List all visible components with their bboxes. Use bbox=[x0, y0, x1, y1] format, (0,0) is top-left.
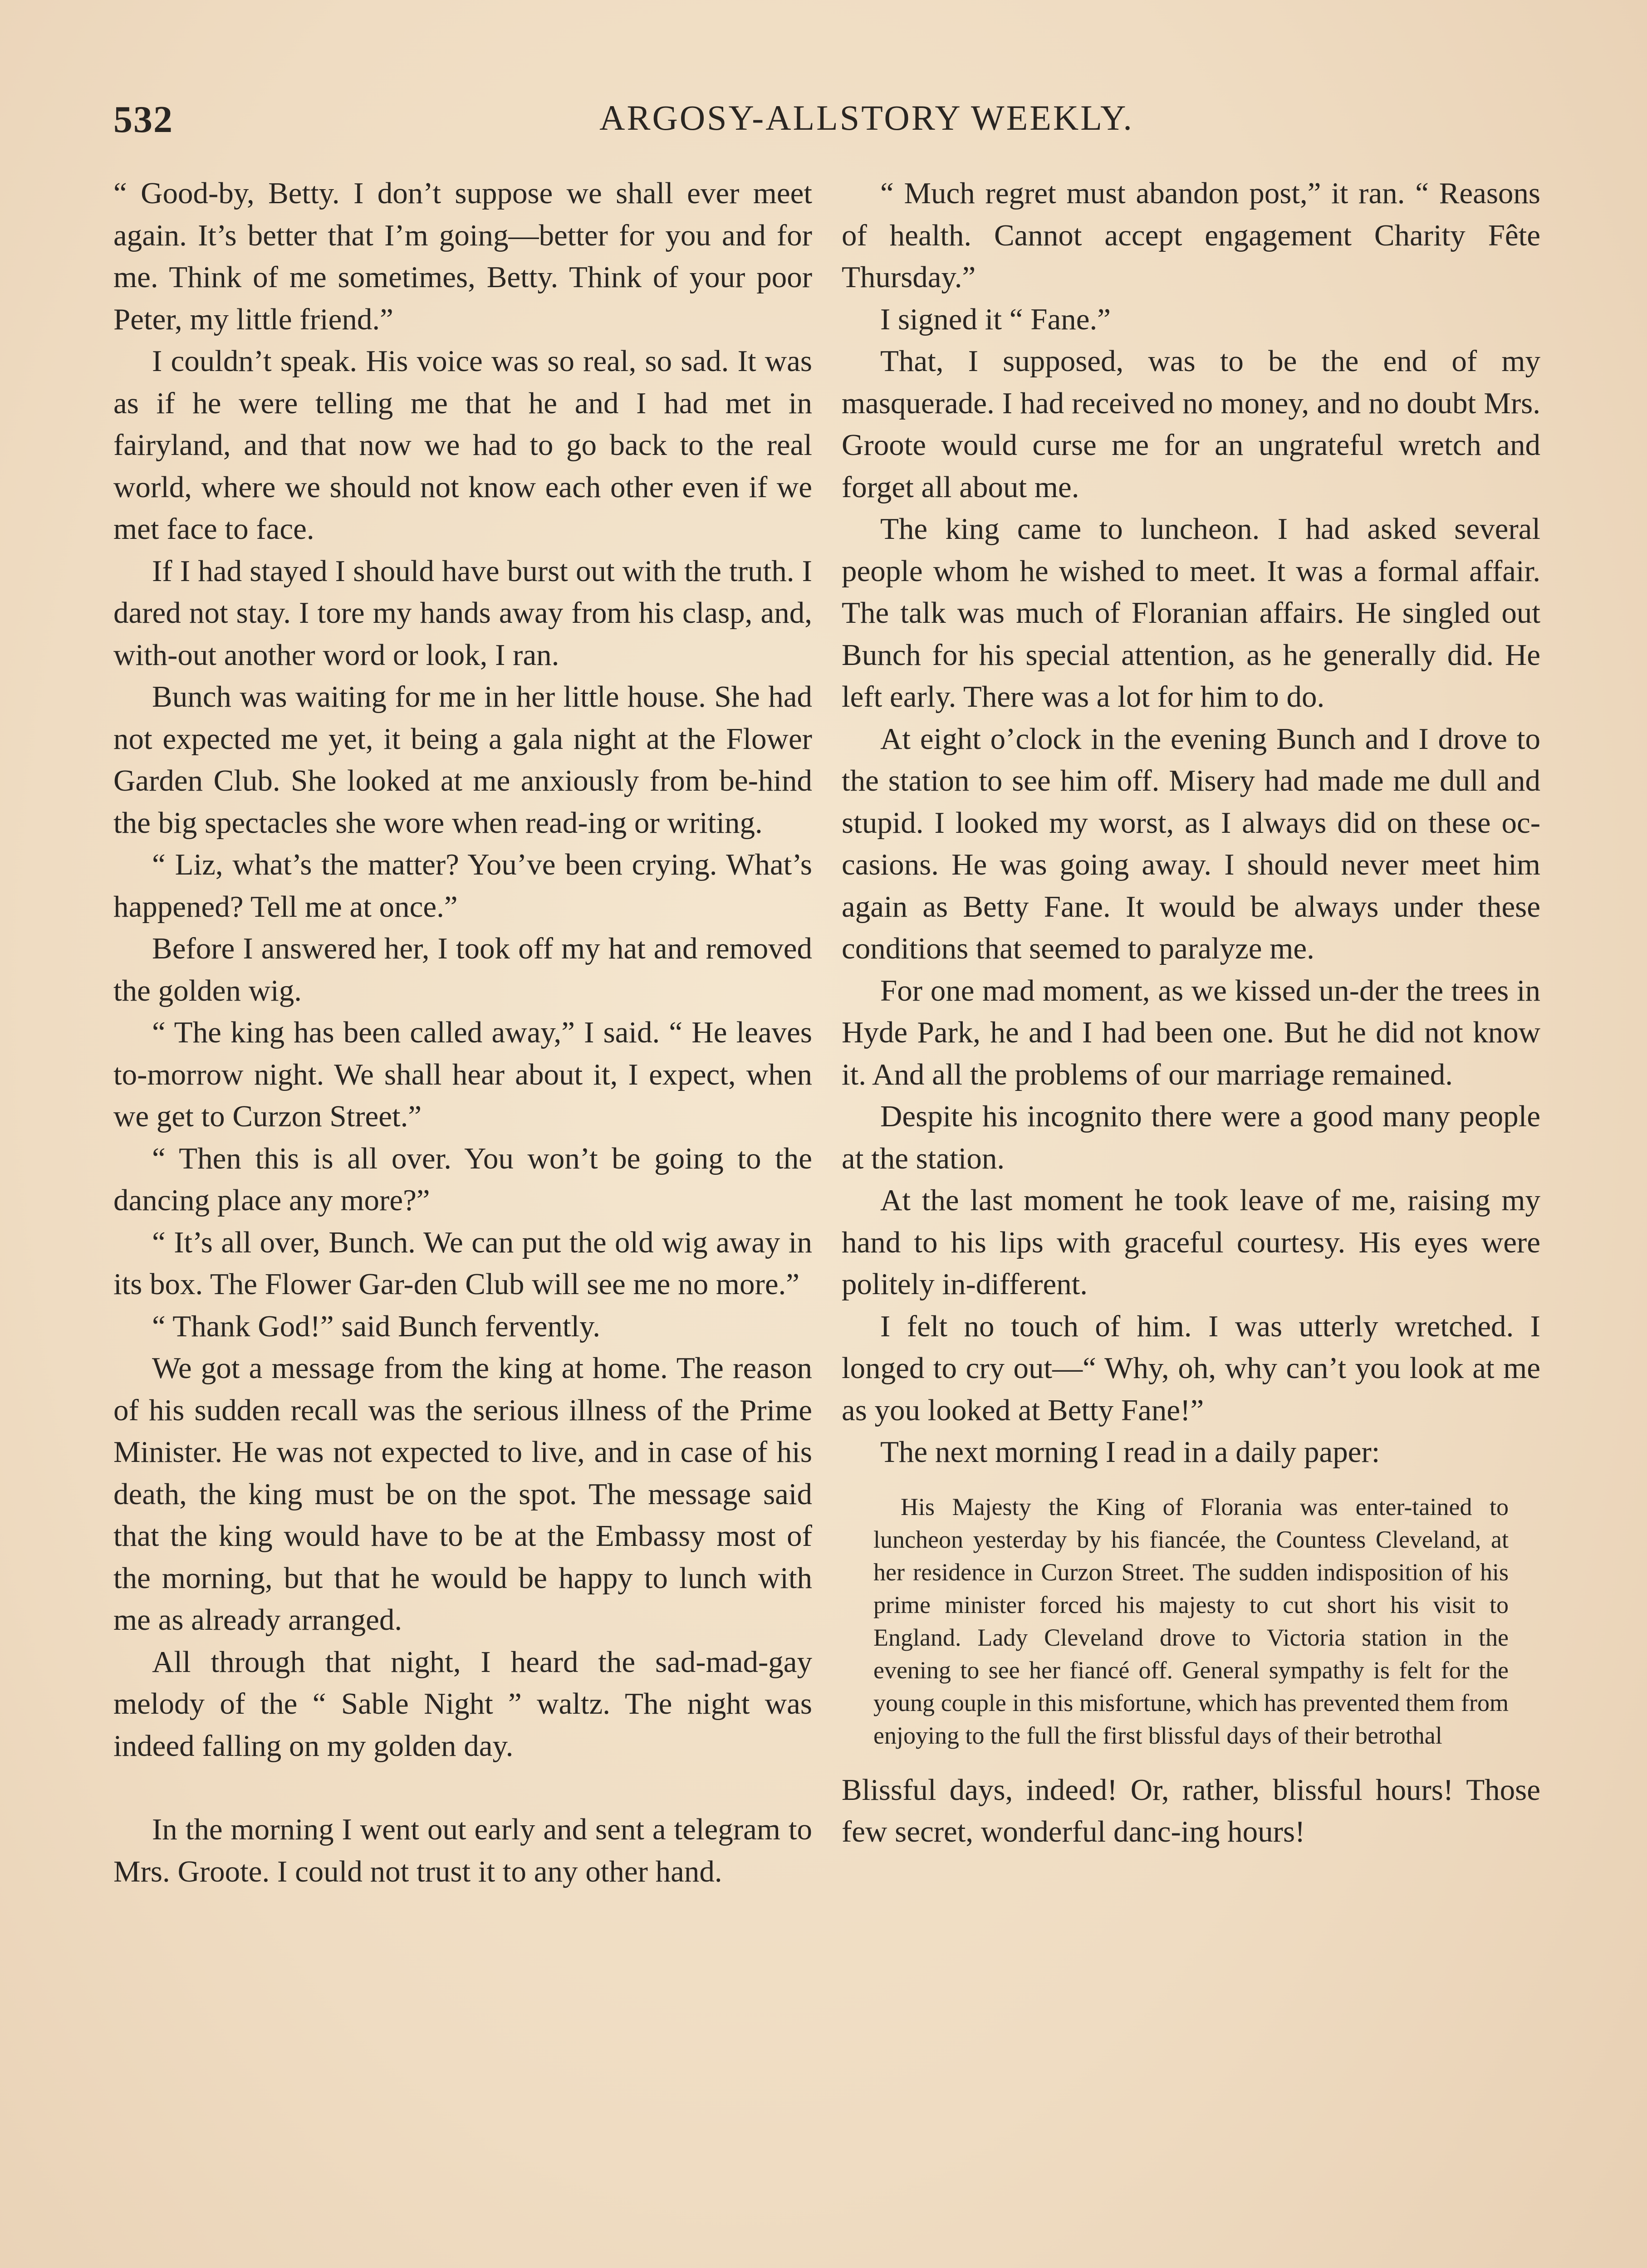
running-title: ARGOSY-ALLSTORY WEEKLY. bbox=[599, 98, 1134, 137]
paragraph: “ Thank God!” said Bunch fervently. bbox=[152, 1309, 600, 1343]
paragraph: I felt no touch of him. I was utterly wretched. I longed to cry out—“ Why, oh, why can’t you look at me as you looked at Betty Fane!” bbox=[842, 1309, 1540, 1427]
paragraph: If I had stayed I should have burst out with the truth. I dared not stay. I tore my hands away from his clasp, and, with-out another word or look, I ran. bbox=[113, 554, 812, 672]
paragraph: For one mad moment, as we kissed un-der the trees in Hyde Park, he and I had been one. But he did not know it. And all the problems of our marriage remained. bbox=[842, 973, 1540, 1091]
paragraph: We got a message from the king at home. The reason of his sudden recall was the serious illness of the Prime Minister. He was not expected to live, and in case of his death, the king must be on the spot. The message said that the king would have to be at the Embassy most of the morning, but that he would be happy to lunch with me as already arranged. bbox=[113, 1351, 812, 1637]
paragraph: The king came to luncheon. I had asked several people whom he wished to meet. It was a formal affair. The talk was much of Floranian affairs. He singled out Bunch for his special attention, as he generally did. He left early. There was a lot for him to do. bbox=[842, 512, 1540, 714]
paragraph: All through that night, I heard the sad-mad-gay melody of the “ Sable Night ” waltz. The night was indeed falling on my golden day. bbox=[113, 1645, 812, 1763]
clipping-text: His Majesty the King of Florania was enter-tained to luncheon yesterday by his fiancée, the Countess Cleveland, at her residence in Curzon Street. The sudden indisposition of his prime minister forced his majesty to cut short his visit to England. Lady Cleveland drove to Victoria station in the evening to see her fiancé off. General sympathy is felt for the young couple in this misfortune, which has prevented them from enjoying to the full the first blissful days of their betrothal bbox=[873, 1493, 1509, 1749]
paragraph: That, I supposed, was to be the end of my masquerade. I had received no money, and no doubt Mrs. Groote would curse me for an ungrateful wretch and forget all about me. bbox=[842, 344, 1540, 504]
paragraph: Blissful days, indeed! Or, rather, blissful hours! Those few secret, wonderful danc-ing hours! bbox=[842, 1773, 1540, 1848]
paragraph: “ Then this is all over. You won’t be going to the dancing place any more?” bbox=[113, 1141, 812, 1217]
paragraph: In the morning I went out early and sent a telegram to Mrs. Groote. I could not trust it to any other hand. bbox=[113, 1813, 812, 1888]
paragraph: “ Much regret must abandon post,” it ran. “ Reasons of health. Cannot accept engagement Charity Fête Thursday.” bbox=[842, 176, 1540, 294]
paragraph: The next morning I read in a daily paper: bbox=[880, 1435, 1380, 1469]
paragraph: Despite his incognito there were a good many people at the station. bbox=[842, 1100, 1540, 1175]
paragraph: “ The king has been called away,” I said. “ He leaves to-morrow night. We shall hear about it, I expect, when we get to Curzon Street.” bbox=[113, 1016, 812, 1133]
paragraph: “ It’s all over, Bunch. We can put the old wig away in its box. The Flower Gar-den Club will see me no more.” bbox=[113, 1225, 812, 1301]
left-column bbox=[113, 172, 812, 2268]
page-number: 532 bbox=[113, 98, 173, 141]
paragraph: “ Liz, what’s the matter? You’ve been crying. What’s happened? Tell me at once.” bbox=[113, 848, 812, 924]
paragraph: I signed it “ Fane.” bbox=[880, 302, 1111, 336]
newspaper-clipping bbox=[873, 1491, 1509, 1752]
paragraph: At the last moment he took leave of me, raising my hand to his lips with graceful courtesy. His eyes were politely in-different. bbox=[842, 1183, 1540, 1301]
paragraph: At eight o’clock in the evening Bunch and I drove to the station to see him off. Misery had made me dull and stupid. I looked my worst, as I always did on these oc-casions. He was going away. I should never meet him again as Betty Fane. It would be always under these conditions that seemed to paralyze me. bbox=[842, 722, 1540, 965]
paragraph: Before I answered her, I took off my hat and removed the golden wig. bbox=[113, 932, 812, 1007]
paragraph: “ Good-by, Betty. I don’t suppose we shall ever meet again. It’s better that I’m going—better for you and for me. Think of me sometimes, Betty. Think of your poor Peter, my little friend.” bbox=[113, 176, 812, 336]
page-header bbox=[113, 98, 1534, 161]
right-column bbox=[842, 172, 1540, 2268]
paragraph: Bunch was waiting for me in her little house. She had not expected me yet, it being a gala night at the Flower Garden Club. She looked at me anxiously from be-hind the big spectacles she wore when read-ing or writing. bbox=[113, 680, 812, 840]
paragraph: I couldn’t speak. His voice was so real, so sad. It was as if he were telling me that he and I had met in fairyland, and that now we had to go back to the real world, where we should not know each other even if we met face to face. bbox=[113, 344, 812, 546]
